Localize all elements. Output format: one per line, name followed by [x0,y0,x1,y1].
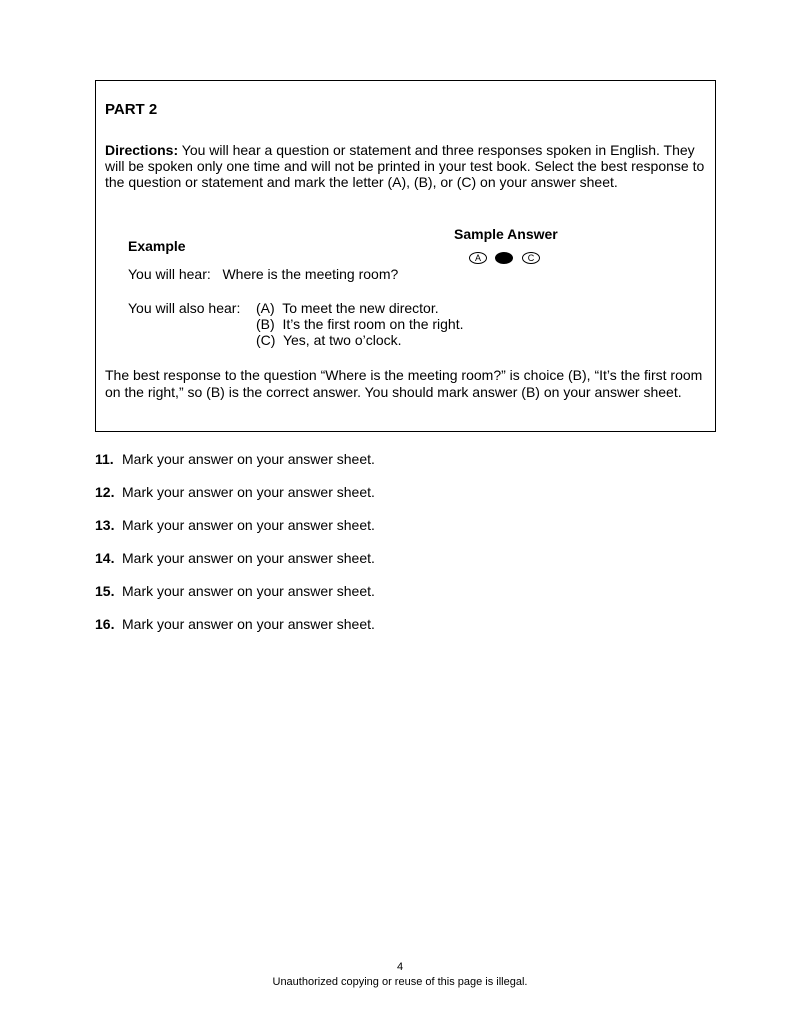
option-text: To meet the new director. [282,300,439,316]
option-text: It’s the first room on the right. [282,316,464,332]
question-number: 11. [95,451,114,467]
question-number: 13. [95,517,115,533]
option-text: Yes, at two o’clock. [282,332,402,348]
question-number: 14. [95,550,115,566]
option-c [256,332,402,348]
explanation: The best response to the question “Where is the meeting room?” is choice (B), “It’s the first room on the right,” so (B) is the correct answer. You should mark answer (B) on your answer sheet. [105,367,703,400]
question-number: 12. [95,484,115,500]
option-letter: (B) [256,316,275,332]
directions [105,142,705,190]
option-a [256,300,439,316]
question-15 [95,583,375,599]
question-number: 15. [95,583,115,599]
question-14 [95,550,375,566]
directions-label: Directions: [105,142,179,158]
option-b [256,316,464,332]
question-text: Mark your answer on your answer sheet. [122,484,375,500]
question-text: Mark your answer on your answer sheet. [122,583,375,599]
also-hear-label: You will also hear: [128,300,241,316]
bubble-c: C [522,252,540,264]
example-title: Example [128,238,186,254]
option-letter: (A) [256,300,275,316]
question-text: Mark your answer on your answer sheet. [122,616,375,632]
page-number: 4 [396,961,404,973]
sample-answer-title: Sample Answer [454,226,558,242]
question-text: Mark your answer on your answer sheet. [122,517,375,533]
you-will-hear [128,266,398,282]
question-16 [95,616,375,632]
part-title: PART 2 [105,101,158,118]
bubble-a: A [469,252,487,264]
question-11 [95,451,375,467]
question-12 [95,484,375,500]
directions-text: You will hear a question or statement and three responses spoken in English. They will be spoken only one time and will not be printed in your test book. Select the best response to the question or statement and mark the letter (A), (B), or (C) on your answer sheet. [105,142,705,190]
question-13 [95,517,375,533]
hear-label: You will hear: [128,266,211,282]
question-text: Mark your answer on your answer sheet. [122,550,375,566]
option-letter: (C) [256,332,276,348]
directions-box [95,80,716,432]
hear-text: Where is the meeting room? [222,266,399,282]
question-number: 16. [95,616,115,632]
bubble-b-filled [495,252,513,264]
copyright-notice: Unauthorized copying or reuse of this page is illegal. [272,976,528,988]
question-text: Mark your answer on your answer sheet. [122,451,375,467]
